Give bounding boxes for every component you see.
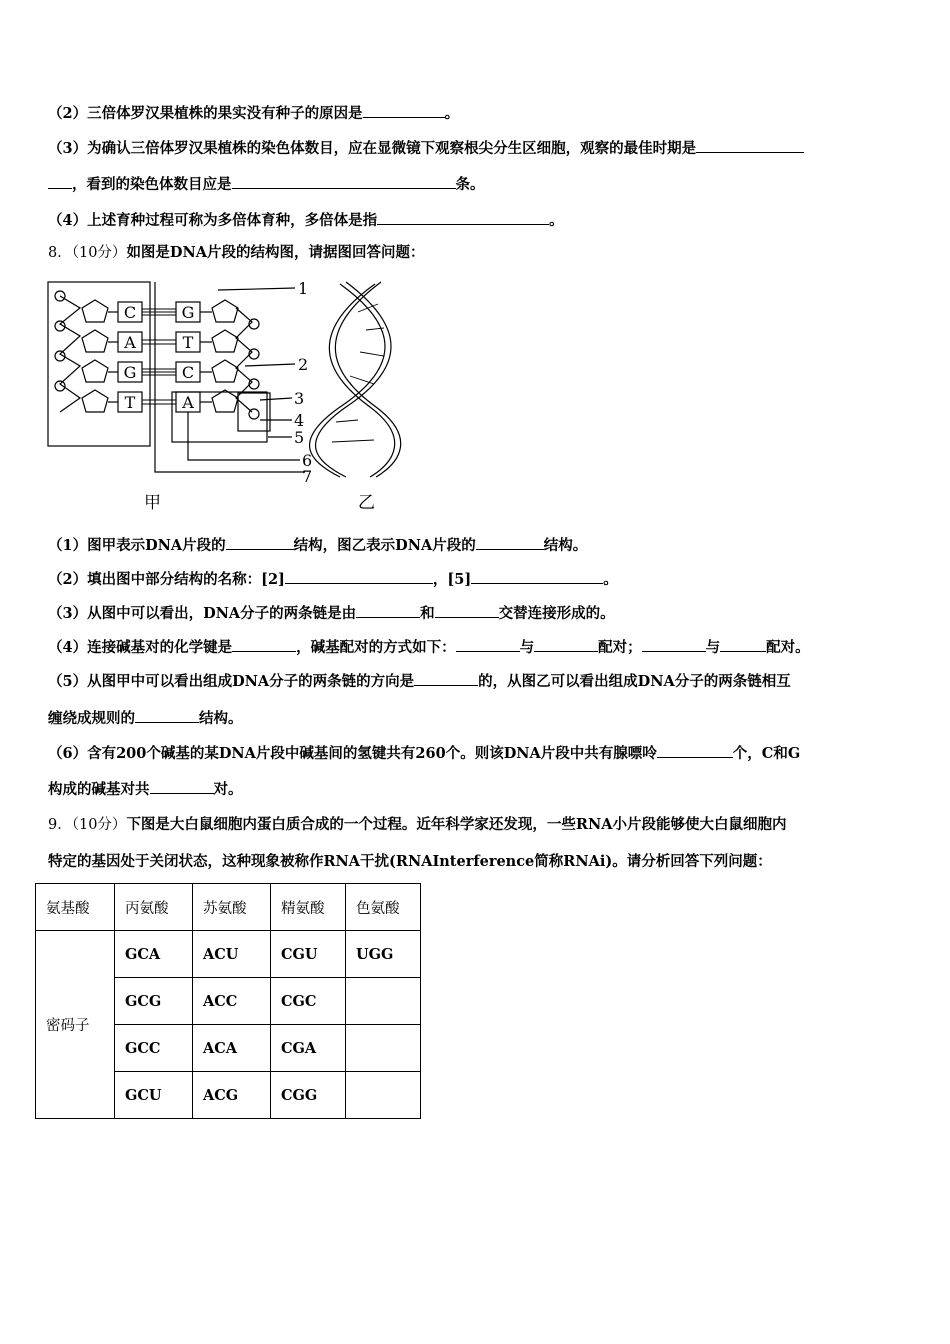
dna-figure <box>40 272 420 520</box>
codon-cell <box>346 978 421 1025</box>
codon-cell: UGG <box>346 931 421 978</box>
answer-blank[interactable] <box>150 779 214 794</box>
q8-part6-cont: 构成的碱基对共 对。 <box>48 781 243 798</box>
deoxyribose-icon <box>212 300 238 322</box>
leader-3 <box>260 398 292 400</box>
q7-part2: （2）三倍体罗汉果植株的果实没有种子的原因是 。 <box>48 105 460 122</box>
deoxyribose-icon <box>82 360 108 382</box>
answer-blank[interactable] <box>363 103 445 118</box>
codon-table <box>35 883 421 1119</box>
deoxyribose-icon <box>82 390 108 412</box>
answer-blank[interactable] <box>657 743 733 758</box>
label-7: 7 <box>302 467 313 486</box>
answer-blank[interactable] <box>471 569 603 584</box>
leader-2 <box>245 364 295 366</box>
deoxyribose-icon <box>82 330 108 352</box>
q8-part5: （5）从图甲中可以看出组成DNA分子的两条链的方向是 的，从图乙可以看出组成DNA分子的两条链相互 <box>48 673 791 690</box>
base-letter-left: A <box>124 333 136 352</box>
answer-blank[interactable] <box>135 708 199 723</box>
q8-part5-cont: 缠绕成规则的 结构。 <box>48 710 243 727</box>
phosphate-icon <box>249 409 259 419</box>
answer-blank[interactable] <box>720 637 766 652</box>
q9-stem: 9．（10分）下图是大白鼠细胞内蛋白质合成的一个过程。近年科学家还发现，一些RNA小片段能够使大白鼠细胞内 <box>48 816 787 833</box>
helix-strand <box>329 284 394 477</box>
base-letter-right: G <box>181 303 195 322</box>
codon-cell <box>346 1025 421 1072</box>
label-1: 1 <box>298 279 309 298</box>
answer-blank[interactable] <box>534 637 598 652</box>
row-label-cell: 密码子 <box>36 931 115 1119</box>
answer-blank[interactable] <box>456 637 520 652</box>
answer-blank[interactable] <box>414 671 478 686</box>
answer-blank[interactable] <box>696 138 804 153</box>
table-header-cell: 氨基酸 <box>36 884 115 931</box>
label-5: 5 <box>294 428 305 447</box>
q8-stem: 8．（10分）如图是DNA片段的结构图，请据图回答问题： <box>48 244 425 261</box>
answer-blank[interactable] <box>232 174 456 189</box>
deoxyribose-icon <box>212 360 238 382</box>
answer-blank[interactable] <box>232 637 296 652</box>
deoxyribose-icon <box>82 300 108 322</box>
base-letter-left: C <box>123 303 137 322</box>
codon-cell: ACC <box>193 978 271 1025</box>
codon-cell: CGC <box>271 978 346 1025</box>
codon-cell: ACU <box>193 931 271 978</box>
q8-part1: （1）图甲表示DNA片段的 结构，图乙表示DNA片段的 结构。 <box>48 537 588 554</box>
q8-part3: （3）从图中可以看出，DNA分子的两条链是由 和 交替连接形成的。 <box>48 605 615 622</box>
table-header-row <box>36 884 421 931</box>
caption-yi: 乙 <box>358 493 375 513</box>
q8-part2: （2）填出图中部分结构的名称：[2] ，[5] 。 <box>48 571 618 588</box>
sugar-phosphate-box <box>238 393 270 431</box>
label-4: 4 <box>294 411 305 430</box>
label-2: 2 <box>298 355 309 374</box>
answer-blank[interactable] <box>285 569 433 584</box>
table-header-cell: 丙氨酸 <box>115 884 193 931</box>
q7-part3-cont: ，看到的染色体数目应是 条。 <box>48 174 485 195</box>
answer-blank[interactable] <box>377 210 549 225</box>
left-backbone <box>60 296 80 412</box>
base-letter-right: C <box>181 363 195 382</box>
table-header-cell: 苏氨酸 <box>193 884 271 931</box>
table-header-cell: 精氨酸 <box>271 884 346 931</box>
codon-cell: GCU <box>115 1072 193 1119</box>
codon-cell: CGU <box>271 931 346 978</box>
answer-blank[interactable] <box>356 603 420 618</box>
answer-blank[interactable] <box>476 535 544 550</box>
deoxyribose-icon <box>212 390 238 412</box>
q7-part4: （4）上述育种过程可称为多倍体育种，多倍体是指 。 <box>48 212 564 229</box>
table-header-cell: 色氨酸 <box>346 884 421 931</box>
leader-1 <box>218 288 295 290</box>
answer-blank[interactable] <box>642 637 706 652</box>
answer-blank[interactable] <box>48 174 72 189</box>
base-letter-right: A <box>182 393 194 412</box>
bracket-7 <box>155 282 305 472</box>
codon-cell: CGG <box>271 1072 346 1119</box>
label-6: 6 <box>302 451 313 470</box>
caption-jia: 甲 <box>144 493 161 513</box>
codon-cell: CGA <box>271 1025 346 1072</box>
codon-cell: ACA <box>193 1025 271 1072</box>
codon-cell: GCC <box>115 1025 193 1072</box>
q8-part4: （4）连接碱基对的化学键是 ，碱基配对的方式如下： 与 配对； 与 配对。 <box>48 639 810 656</box>
base-letter-left: T <box>124 393 136 412</box>
q7-part3: （3）为确认三倍体罗汉果植株的染色体数目，应在显微镜下观察根尖分生区细胞，观察的最佳时期是 <box>48 138 804 159</box>
codon-cell: GCG <box>115 978 193 1025</box>
deoxyribose-icon <box>212 330 238 352</box>
codon-cell: ACG <box>193 1072 271 1119</box>
answer-blank[interactable] <box>435 603 499 618</box>
base-letter-right: T <box>182 333 194 352</box>
answer-blank[interactable] <box>226 535 294 550</box>
q9-stem-cont: 特定的基因处于关闭状态，这种现象被称作RNA干扰(RNAInterference简称RNAi)。请分析回答下列问题： <box>48 853 772 870</box>
base-letter-left: G <box>123 363 137 382</box>
codon-cell <box>346 1072 421 1119</box>
table-row <box>36 931 421 978</box>
q8-part6: （6）含有200个碱基的某DNA片段中碱基间的氢键共有260个。则该DNA片段中共有腺嘌呤 个，C和G <box>48 745 801 762</box>
leader-6 <box>188 412 300 460</box>
codon-cell: GCA <box>115 931 193 978</box>
label-3: 3 <box>294 389 305 408</box>
